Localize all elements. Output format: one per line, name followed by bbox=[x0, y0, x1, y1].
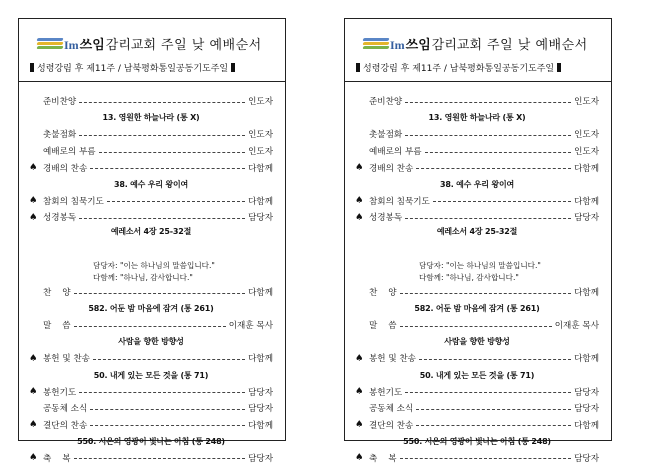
program-subtext bbox=[355, 334, 599, 351]
spade-icon: ♠ bbox=[355, 195, 364, 207]
program-item bbox=[29, 417, 273, 434]
hymn-or-title-text: 550. 시온의 영광이 빛나는 아침 (통 248) bbox=[77, 436, 225, 446]
dotted-leader bbox=[433, 201, 571, 202]
service-title: 주일 낮 예배순서 bbox=[487, 38, 588, 53]
dotted-leader bbox=[90, 168, 245, 169]
program-item-label: 촛불점화 bbox=[369, 130, 403, 141]
hymn-or-title-text: 13. 영원한 하늘나라 (통 X) bbox=[102, 113, 200, 123]
dotted-leader bbox=[405, 102, 571, 103]
program-item-leader: 다함께 bbox=[248, 288, 273, 299]
spade-icon: ♠ bbox=[29, 419, 38, 431]
program-item bbox=[29, 450, 273, 466]
spade-icon: ♠ bbox=[355, 452, 364, 464]
program-subtext bbox=[29, 367, 273, 384]
program-item-label: 봉헌기도 bbox=[43, 387, 77, 398]
dotted-leader bbox=[107, 201, 245, 202]
dotted-leader bbox=[79, 392, 245, 393]
dotted-leader bbox=[74, 326, 226, 327]
header-divider bbox=[345, 81, 611, 82]
bulletin-title bbox=[37, 29, 279, 53]
program-item-leader: 담당자 bbox=[574, 404, 599, 415]
spade-icon: ♠ bbox=[29, 352, 38, 364]
program-item-label: 봉헌 및 찬송 bbox=[43, 354, 90, 365]
program-item bbox=[29, 93, 273, 110]
program-item bbox=[29, 383, 273, 400]
spade-icon: ♠ bbox=[29, 385, 38, 397]
program-item-label: 경배의 찬송 bbox=[43, 163, 88, 174]
program-item-label: 찬 양 bbox=[43, 288, 71, 299]
program-item bbox=[355, 400, 599, 417]
dotted-leader bbox=[416, 425, 571, 426]
dotted-leader bbox=[405, 135, 571, 136]
program-item bbox=[355, 417, 599, 434]
dotted-leader bbox=[90, 425, 245, 426]
subtitle-bar-left bbox=[356, 63, 360, 72]
program-item-leader: 다함께 bbox=[248, 196, 273, 207]
program-item-label: 축 복 bbox=[43, 453, 71, 464]
program-item bbox=[29, 284, 273, 301]
program-item-label: 촛불점화 bbox=[43, 130, 77, 141]
program-item bbox=[355, 284, 599, 301]
program-item-label: 경배의 찬송 bbox=[369, 163, 414, 174]
hymn-or-title-text: 550. 시온의 영광이 빛나는 아침 (통 248) bbox=[403, 436, 551, 446]
program-item-label: 공동체 소식 bbox=[369, 404, 414, 415]
program-item bbox=[29, 400, 273, 417]
dotted-leader bbox=[416, 409, 571, 410]
worship-program bbox=[29, 93, 273, 466]
program-item-leader: 인도자 bbox=[248, 97, 273, 108]
hymn-or-title-text: 사람을 향한 방향성 bbox=[118, 337, 184, 347]
program-item bbox=[355, 126, 599, 143]
church-name: 감리교회 bbox=[431, 38, 483, 53]
brand-prefix: Im bbox=[390, 38, 405, 52]
program-item bbox=[29, 193, 273, 210]
scripture-text: 예레소서 4장 25-32절 bbox=[436, 226, 518, 236]
program-subtext bbox=[29, 300, 273, 317]
subtitle-bar-left bbox=[30, 63, 34, 72]
brand-prefix: Im bbox=[64, 38, 79, 52]
dotted-leader bbox=[90, 409, 245, 410]
program-item-leader: 인도자 bbox=[574, 130, 599, 141]
program-item-leader: 다함께 bbox=[574, 420, 599, 431]
header-divider bbox=[19, 81, 285, 82]
program-item bbox=[29, 143, 273, 160]
program-item-label: 준비찬양 bbox=[43, 97, 77, 108]
program-item-label: 참회의 침묵기도 bbox=[369, 196, 430, 207]
spade-icon: ♠ bbox=[29, 161, 38, 173]
program-item bbox=[355, 317, 599, 334]
program-item-leader: 담당자 bbox=[248, 453, 273, 464]
program-item-leader: 담당자 bbox=[574, 387, 599, 398]
program-item-leader: 담당자 bbox=[574, 453, 599, 464]
program-item bbox=[29, 350, 273, 367]
program-item bbox=[29, 209, 273, 226]
spade-icon: ♠ bbox=[355, 419, 364, 431]
responsive-reading-line: 담당자: "이는 하나님의 말씀입니다." bbox=[419, 260, 541, 270]
program-item-leader: 인도자 bbox=[248, 130, 273, 141]
program-item bbox=[355, 450, 599, 466]
spade-icon: ♠ bbox=[29, 452, 38, 464]
program-item-leader: 다함께 bbox=[574, 196, 599, 207]
spade-icon: ♠ bbox=[355, 385, 364, 397]
church-name: 감리교회 bbox=[105, 38, 157, 53]
program-item bbox=[355, 350, 599, 367]
brand-name: 쓰임 bbox=[405, 38, 431, 53]
service-subtitle bbox=[353, 61, 605, 74]
dotted-leader bbox=[400, 326, 552, 327]
program-item-label: 참회의 침묵기도 bbox=[43, 196, 104, 207]
program-item-label: 말 씀 bbox=[369, 321, 397, 332]
bulletin-right bbox=[344, 18, 612, 464]
program-subtext bbox=[355, 300, 599, 317]
program-item-label: 공동체 소식 bbox=[43, 404, 88, 415]
program-subtext bbox=[355, 176, 599, 193]
program-item-leader: 담당자 bbox=[248, 404, 273, 415]
program-item bbox=[355, 209, 599, 226]
program-subtext bbox=[355, 367, 599, 384]
program-item-label: 예배로의 부름 bbox=[369, 147, 422, 158]
dotted-leader bbox=[416, 168, 571, 169]
program-item bbox=[29, 126, 273, 143]
scripture-reference bbox=[29, 226, 273, 260]
church-logo-icon bbox=[37, 33, 63, 53]
service-title: 주일 낮 예배순서 bbox=[161, 38, 262, 53]
program-item-leader: 다함께 bbox=[574, 288, 599, 299]
dotted-leader bbox=[405, 218, 571, 219]
hymn-or-title-text: 582. 어둔 밤 마음에 잠겨 (통 261) bbox=[414, 304, 540, 314]
program-item bbox=[29, 159, 273, 176]
program-item-leader: 이재훈 목사 bbox=[228, 321, 273, 332]
program-subtext bbox=[29, 176, 273, 193]
program-item-leader: 다함께 bbox=[248, 163, 273, 174]
program-item-label: 성경봉독 bbox=[43, 213, 77, 224]
program-subtext bbox=[29, 334, 273, 351]
program-item bbox=[355, 159, 599, 176]
subtitle-text: 성령강림 후 제11주 / 남북평화통일공동기도주일 bbox=[363, 64, 555, 74]
program-item-label: 결단의 찬송 bbox=[43, 420, 88, 431]
program-item-leader: 담당자 bbox=[248, 213, 273, 224]
program-item bbox=[355, 193, 599, 210]
hymn-or-title-text: 50. 내게 있는 모든 것을 (통 71) bbox=[93, 370, 209, 380]
program-item-leader: 담당자 bbox=[574, 213, 599, 224]
program-item-label: 봉헌기도 bbox=[369, 387, 403, 398]
program-item-label: 봉헌 및 찬송 bbox=[369, 354, 416, 365]
bulletin-title bbox=[363, 29, 605, 53]
program-item bbox=[355, 383, 599, 400]
program-item-label: 준비찬양 bbox=[369, 97, 403, 108]
program-item-leader: 다함께 bbox=[248, 354, 273, 365]
program-item-label: 예배로의 부름 bbox=[43, 147, 96, 158]
program-item-label: 결단의 찬송 bbox=[369, 420, 414, 431]
program-item-label: 말 씀 bbox=[43, 321, 71, 332]
dotted-leader bbox=[93, 359, 245, 360]
program-subtext bbox=[29, 110, 273, 127]
dotted-leader bbox=[405, 392, 571, 393]
hymn-or-title-text: 38. 예수 우리 왕이여 bbox=[113, 179, 189, 189]
program-item bbox=[29, 317, 273, 334]
subtitle-bar-right bbox=[231, 63, 235, 72]
program-item bbox=[355, 93, 599, 110]
program-item-label: 성경봉독 bbox=[369, 213, 403, 224]
scripture-reference bbox=[355, 226, 599, 260]
subtitle-text: 성령강림 후 제11주 / 남북평화통일공동기도주일 bbox=[37, 64, 229, 74]
program-subtext bbox=[355, 110, 599, 127]
church-logo-icon bbox=[363, 33, 389, 53]
program-item-leader: 다함께 bbox=[574, 354, 599, 365]
program-item-leader: 다함께 bbox=[248, 420, 273, 431]
responsive-reading-line: 다함께: "하나님, 감사합니다." bbox=[419, 272, 519, 282]
spade-icon: ♠ bbox=[355, 352, 364, 364]
program-item-leader: 다함께 bbox=[574, 163, 599, 174]
program-subtext bbox=[29, 433, 273, 450]
program-item-label: 축 복 bbox=[369, 453, 397, 464]
hymn-or-title-text: 38. 예수 우리 왕이여 bbox=[439, 179, 515, 189]
hymn-or-title-text: 13. 영원한 하늘나라 (통 X) bbox=[428, 113, 526, 123]
spade-icon: ♠ bbox=[29, 195, 38, 207]
dotted-leader bbox=[79, 135, 245, 136]
dotted-leader bbox=[400, 293, 572, 294]
worship-program bbox=[355, 93, 599, 466]
scripture-text: 예레소서 4장 25-32절 bbox=[110, 226, 192, 236]
program-subtext bbox=[355, 433, 599, 450]
dotted-leader bbox=[419, 359, 571, 360]
responsive-reading-line: 다함께: "하나님, 감사합니다." bbox=[93, 272, 193, 282]
dotted-leader bbox=[79, 218, 245, 219]
dotted-leader bbox=[79, 102, 245, 103]
service-subtitle bbox=[27, 61, 279, 74]
program-item bbox=[355, 143, 599, 160]
program-item-label: 찬 양 bbox=[369, 288, 397, 299]
brand-name: 쓰임 bbox=[79, 38, 105, 53]
spade-icon: ♠ bbox=[29, 211, 38, 223]
spade-icon: ♠ bbox=[355, 211, 364, 223]
spade-icon: ♠ bbox=[355, 161, 364, 173]
hymn-or-title-text: 582. 어둔 밤 마음에 잠겨 (통 261) bbox=[88, 304, 214, 314]
program-item-leader: 인도자 bbox=[574, 147, 599, 158]
hymn-or-title-text: 50. 내게 있는 모든 것을 (통 71) bbox=[419, 370, 535, 380]
dotted-leader bbox=[99, 152, 246, 153]
program-item-leader: 이재훈 목사 bbox=[554, 321, 599, 332]
subtitle-bar-right bbox=[557, 63, 561, 72]
program-item-leader: 인도자 bbox=[248, 147, 273, 158]
dotted-leader bbox=[74, 293, 246, 294]
hymn-or-title-text: 사람을 향한 방향성 bbox=[444, 337, 510, 347]
program-item-leader: 인도자 bbox=[574, 97, 599, 108]
dotted-leader bbox=[425, 152, 572, 153]
bulletin-left bbox=[18, 18, 286, 464]
program-item-leader: 담당자 bbox=[248, 387, 273, 398]
responsive-reading-line: 담당자: "이는 하나님의 말씀입니다." bbox=[93, 260, 215, 270]
